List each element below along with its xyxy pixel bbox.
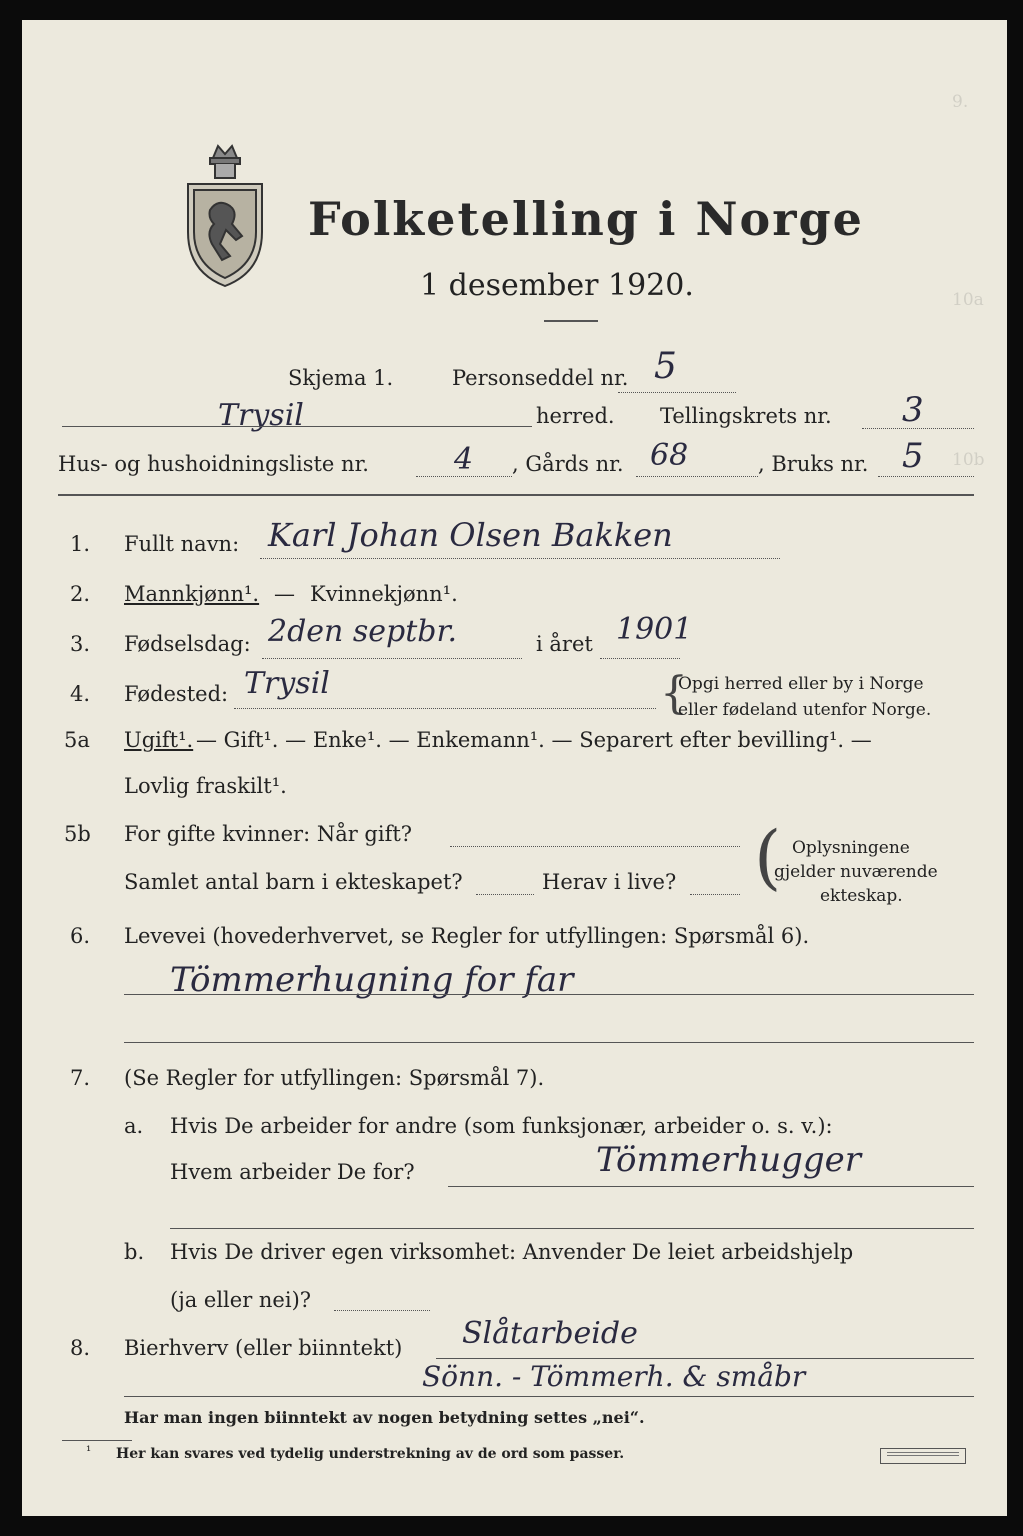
full-name-value[interactable]: Karl Johan Olsen Bakken [268,516,673,554]
gender-separator: — [274,582,295,606]
bleed-through-text: 9. [952,92,969,112]
marriage-note-line1: Oplysningene [792,838,910,858]
footnote-marker: ¹ [86,1444,92,1459]
hired-help-line [334,1310,430,1311]
side-income-line-2 [124,1396,974,1397]
employer-line-2 [170,1228,974,1229]
employer-line [448,1186,974,1187]
question-letter: b. [124,1240,145,1264]
gards-line [636,476,758,477]
bruks-label: , Bruks nr. [758,452,869,476]
question-number: 2. [70,582,91,606]
question-number: 3. [70,632,91,656]
question-number: 1. [70,532,91,556]
question-number: 7. [70,1066,91,1090]
bleed-through-text: 10b [952,450,985,470]
tellingskrets-label: Tellingskrets nr. [660,404,832,428]
footnote-divider [62,1440,132,1441]
birthday-label: Fødselsdag: [124,632,251,656]
question-letter: a. [124,1114,144,1138]
employment-label: (Se Regler for utfyllingen: Spørsmål 7). [124,1066,545,1090]
tellingskrets-value[interactable]: 3 [902,390,924,430]
hushold-value[interactable]: 4 [454,442,474,477]
herred-value[interactable]: Trysil [218,398,304,433]
married-when-label: For gifte kvinner: Når gift? [124,822,413,846]
bruks-value[interactable]: 5 [902,436,924,476]
header-separator [58,494,974,496]
birthplace-note-line2: eller fødeland utenfor Norge. [678,700,932,720]
full-name-line [260,558,780,559]
hushold-line [416,476,512,477]
birthplace-note-line1: Opgi herred eller by i Norge [678,674,924,694]
children-count-label: Samlet antal barn i ekteskapet? [124,870,463,894]
census-date: 1 desember 1920. [420,268,694,303]
birth-year-label: i året [536,632,593,656]
skjema-label: Skjema 1. [288,366,394,390]
children-alive-label: Herav i live? [542,870,677,894]
question-number: 5a [64,728,90,752]
side-income-value-2[interactable]: Sönn. - Tömmerh. & småbr [422,1360,806,1393]
side-income-label: Bierhverv (eller biinntekt) [124,1336,403,1360]
gender-male-option[interactable]: Mannkjønn¹. [124,582,260,606]
birthplace-value[interactable]: Trysil [244,666,330,701]
gards-value[interactable]: 68 [650,438,689,473]
side-income-line [436,1358,974,1359]
birth-year-line [600,658,680,659]
printer-stamp [880,1448,966,1464]
employer-label: Hvem arbeider De for? [170,1160,415,1184]
birthday-line [262,658,522,659]
marital-status-options[interactable]: — Gift¹. — Enke¹. — Enkemann¹. — Separert efter bevilling¹. — [196,728,872,752]
marriage-note-line2: gjelder nuværende [774,862,938,882]
gender-female-option[interactable]: Kvinnekjønn¹. [310,582,458,606]
occupation-label: Levevei (hovederhvervet, se Regler for utfyllingen: Spørsmål 6). [124,924,810,948]
full-name-label: Fullt navn: [124,532,240,556]
marital-ugift-option[interactable]: Ugift¹. [124,728,194,752]
tellingskrets-line [862,428,974,429]
herred-label: herred. [536,404,615,428]
census-form-page [22,20,1007,1516]
birthplace-line [234,708,656,709]
hushold-label: Hus- og hushoidningsliste nr. [58,452,369,476]
question-number: 8. [70,1336,91,1360]
question-number: 4. [70,682,91,706]
occupation-value[interactable]: Tömmerhugning for far [170,960,574,1000]
herred-line [62,426,532,427]
birthplace-label: Fødested: [124,682,229,706]
marriage-note-line3: ekteskap. [820,886,903,906]
footnote-text: Her kan svares ved tydelig understrekning av de ord som passer. [116,1446,625,1462]
coat-of-arms-icon [180,140,270,290]
question-number: 6. [70,924,91,948]
bleed-through-text: 10a [952,290,984,310]
title-divider [544,320,598,322]
marital-fraskilt-option[interactable]: Lovlig fraskilt¹. [124,774,287,798]
personseddel-value[interactable]: 5 [654,346,677,387]
married-when-line [450,846,740,847]
note-bracket: ( [754,816,782,898]
bruks-line [878,476,974,477]
birthday-value[interactable]: 2den septbr. [268,614,458,649]
occupation-line-2 [124,1042,974,1043]
children-alive-line [690,894,740,895]
employed-label: Hvis De arbeider for andre (som funksjonær, arbeider o. s. v.): [170,1114,833,1138]
gards-label: , Gårds nr. [512,452,624,476]
employer-value[interactable]: Tömmerhugger [596,1140,862,1180]
side-income-value[interactable]: Slåtarbeide [462,1316,638,1351]
note-bracket: { [660,668,688,719]
page-title: Folketelling i Norge [308,192,864,246]
hired-help-label: (ja eller nei)? [170,1288,312,1312]
personseddel-label: Personseddel nr. [452,366,629,390]
side-income-note: Har man ingen biinntekt av nogen betydning settes „nei“. [124,1408,645,1427]
occupation-line [124,994,974,995]
children-count-line [476,894,534,895]
personseddel-line [618,392,736,393]
question-number: 5b [64,822,91,846]
birth-year-value[interactable]: 1901 [616,612,693,647]
self-employed-label: Hvis De driver egen virksomhet: Anvender De leiet arbeidshjelp [170,1240,854,1264]
